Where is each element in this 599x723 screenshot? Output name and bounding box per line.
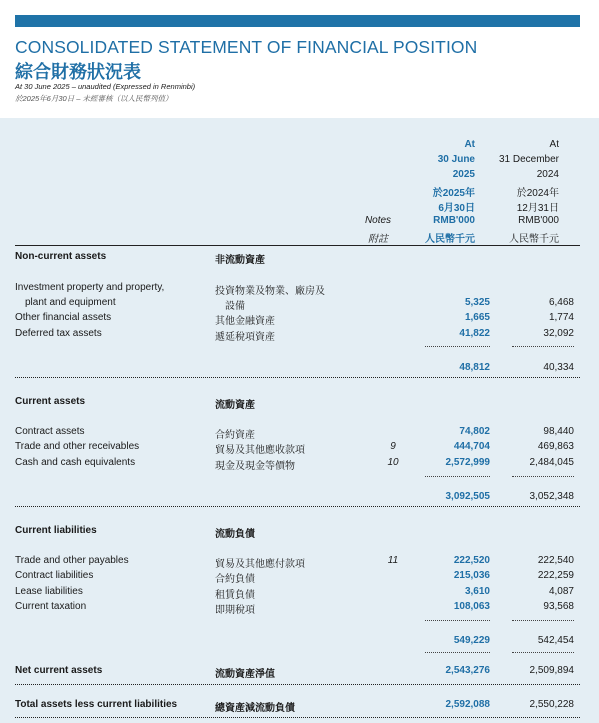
header-rule (15, 245, 580, 246)
note-ref: 11 (387, 555, 399, 566)
value-current: 2,572,999 (445, 457, 490, 468)
table-row (15, 312, 580, 328)
page-subtitle: At 30 June 2025 – unaudited (Expressed in Renminbi) (15, 82, 196, 91)
value-current: 48,812 (459, 362, 490, 373)
section-divider (15, 506, 580, 507)
row-label-en: Deferred tax assets (15, 328, 102, 339)
section-divider (15, 717, 580, 718)
row-label-en: Contract liabilities (15, 570, 94, 581)
row-label-zh: 設備 (225, 301, 245, 312)
column-header-line: At (464, 139, 475, 150)
subtotal-row (15, 491, 580, 507)
row-label-en: Trade and other receivables (15, 441, 140, 452)
value-current: 41,822 (459, 328, 490, 339)
row-label-zh: 遞延稅項資產 (215, 332, 275, 343)
table-row (15, 297, 580, 313)
column-header-line: 於2025年 (432, 188, 475, 199)
table-row (15, 601, 580, 617)
value-prior: 2,550,228 (529, 699, 574, 710)
column-header-line: 於2024年 (516, 188, 559, 199)
column-header-line: 2024 (536, 169, 559, 180)
row-label-en: Other financial assets (15, 312, 112, 323)
subtotal-rule (425, 346, 490, 347)
row-label-zh: 貿易及其他應收款項 (215, 445, 305, 456)
value-prior: 2,484,045 (529, 457, 574, 468)
table-row (15, 282, 580, 298)
value-current: 108,063 (453, 601, 490, 612)
row-label-zh: 租賃負債 (215, 590, 255, 601)
subtotal-rule (512, 620, 574, 621)
table-row (15, 457, 580, 473)
subtotal-rule (512, 652, 574, 653)
value-prior: 1,774 (548, 312, 574, 323)
table-row (15, 441, 580, 457)
row-label-zh: 流動資產 (215, 400, 255, 411)
value-current: 3,610 (464, 586, 490, 597)
value-prior: 93,568 (543, 601, 574, 612)
value-prior: 222,540 (537, 555, 574, 566)
header-bar (15, 15, 580, 27)
row-label-en: Lease liabilities (15, 586, 83, 597)
table-row (15, 555, 580, 571)
table-row (15, 570, 580, 586)
table-row (15, 426, 580, 442)
row-label-zh: 流動資產淨值 (215, 669, 275, 680)
value-current: 2,592,088 (445, 699, 490, 710)
row-label-zh: 合約資產 (215, 430, 255, 441)
row-label-en: Contract assets (15, 426, 85, 437)
row-label-en: Current taxation (15, 601, 87, 612)
column-header-line: 人民幣千元 (509, 234, 559, 245)
note-ref: 10 (387, 457, 399, 468)
section-heading (15, 251, 580, 267)
column-header-line: At (549, 139, 559, 150)
subtotal-row (15, 362, 580, 378)
column-header-line: 6月30日 (438, 203, 475, 214)
value-prior: 542,454 (537, 635, 574, 646)
row-label-en: plant and equipment (25, 297, 116, 308)
value-prior: 222,259 (537, 570, 574, 581)
row-label-zh: 非流動資產 (215, 255, 265, 266)
total-row (15, 699, 580, 715)
row-label-en: Current assets (15, 396, 86, 407)
row-label-zh: 總資產減流動負債 (215, 703, 295, 714)
section-divider (15, 684, 580, 685)
subtotal-row (15, 635, 580, 651)
row-label-en: Total assets less current liabilities (15, 699, 178, 710)
value-prior: 40,334 (543, 362, 574, 373)
row-label-en: Investment property and property, (15, 282, 165, 293)
row-label-en: Trade and other payables (15, 555, 129, 566)
subtotal-rule (512, 346, 574, 347)
subtotal-rule (425, 476, 490, 477)
column-header-line: RMB'000 (518, 215, 559, 226)
value-prior: 4,087 (548, 586, 574, 597)
page-title-chinese: 綜合財務狀況表 (15, 62, 141, 82)
row-label-en: Current liabilities (15, 525, 97, 536)
value-current: 1,665 (464, 312, 490, 323)
row-label-zh: 合約負債 (215, 574, 255, 585)
row-label-zh: 投資物業及物業、廠房及 (215, 286, 325, 297)
row-label-zh: 流動負債 (215, 529, 255, 540)
section-heading (15, 525, 580, 541)
row-label-zh: 即期稅項 (215, 605, 255, 616)
column-header-line: 2025 (452, 169, 475, 180)
column-header-line: 12月31日 (516, 203, 559, 214)
value-prior: 6,468 (548, 297, 574, 308)
value-current: 549,229 (453, 635, 490, 646)
page-title: CONSOLIDATED STATEMENT OF FINANCIAL POSITION (15, 37, 478, 57)
value-current: 74,802 (459, 426, 490, 437)
section-heading (15, 396, 580, 412)
value-current: 215,036 (453, 570, 490, 581)
subtotal-rule (512, 476, 574, 477)
notes-header-chinese: 附註 (368, 234, 388, 245)
column-header-line: 人民幣千元 (425, 234, 475, 245)
page-subtitle-chinese: 於2025年6月30日 – 未經審核（以人民幣列值） (15, 94, 173, 103)
notes-header: Notes (364, 215, 392, 226)
subtotal-rule (425, 652, 490, 653)
value-prior: 98,440 (543, 426, 574, 437)
row-label-en: Net current assets (15, 665, 103, 676)
value-current: 5,325 (464, 297, 490, 308)
row-label-zh: 貿易及其他應付款項 (215, 559, 305, 570)
total-row (15, 665, 580, 681)
value-current: 444,704 (453, 441, 490, 452)
table-row (15, 586, 580, 602)
table-row (15, 328, 580, 344)
section-divider (15, 377, 580, 378)
row-label-zh: 現金及現金等價物 (215, 461, 295, 472)
column-header-line: 30 June (437, 154, 475, 165)
value-current: 2,543,276 (445, 665, 490, 676)
value-prior: 2,509,894 (529, 665, 574, 676)
note-ref: 9 (390, 441, 396, 452)
value-prior: 3,052,348 (529, 491, 574, 502)
row-label-en: Cash and cash equivalents (15, 457, 136, 468)
value-current: 3,092,505 (445, 491, 490, 502)
value-current: 222,520 (453, 555, 490, 566)
column-header-line: 31 December (498, 154, 559, 165)
row-label-zh: 其他金融資產 (215, 316, 275, 327)
value-prior: 469,863 (537, 441, 574, 452)
value-prior: 32,092 (543, 328, 574, 339)
column-header-line: RMB'000 (433, 215, 475, 226)
row-label-en: Non-current assets (15, 251, 107, 262)
subtotal-rule (425, 620, 490, 621)
